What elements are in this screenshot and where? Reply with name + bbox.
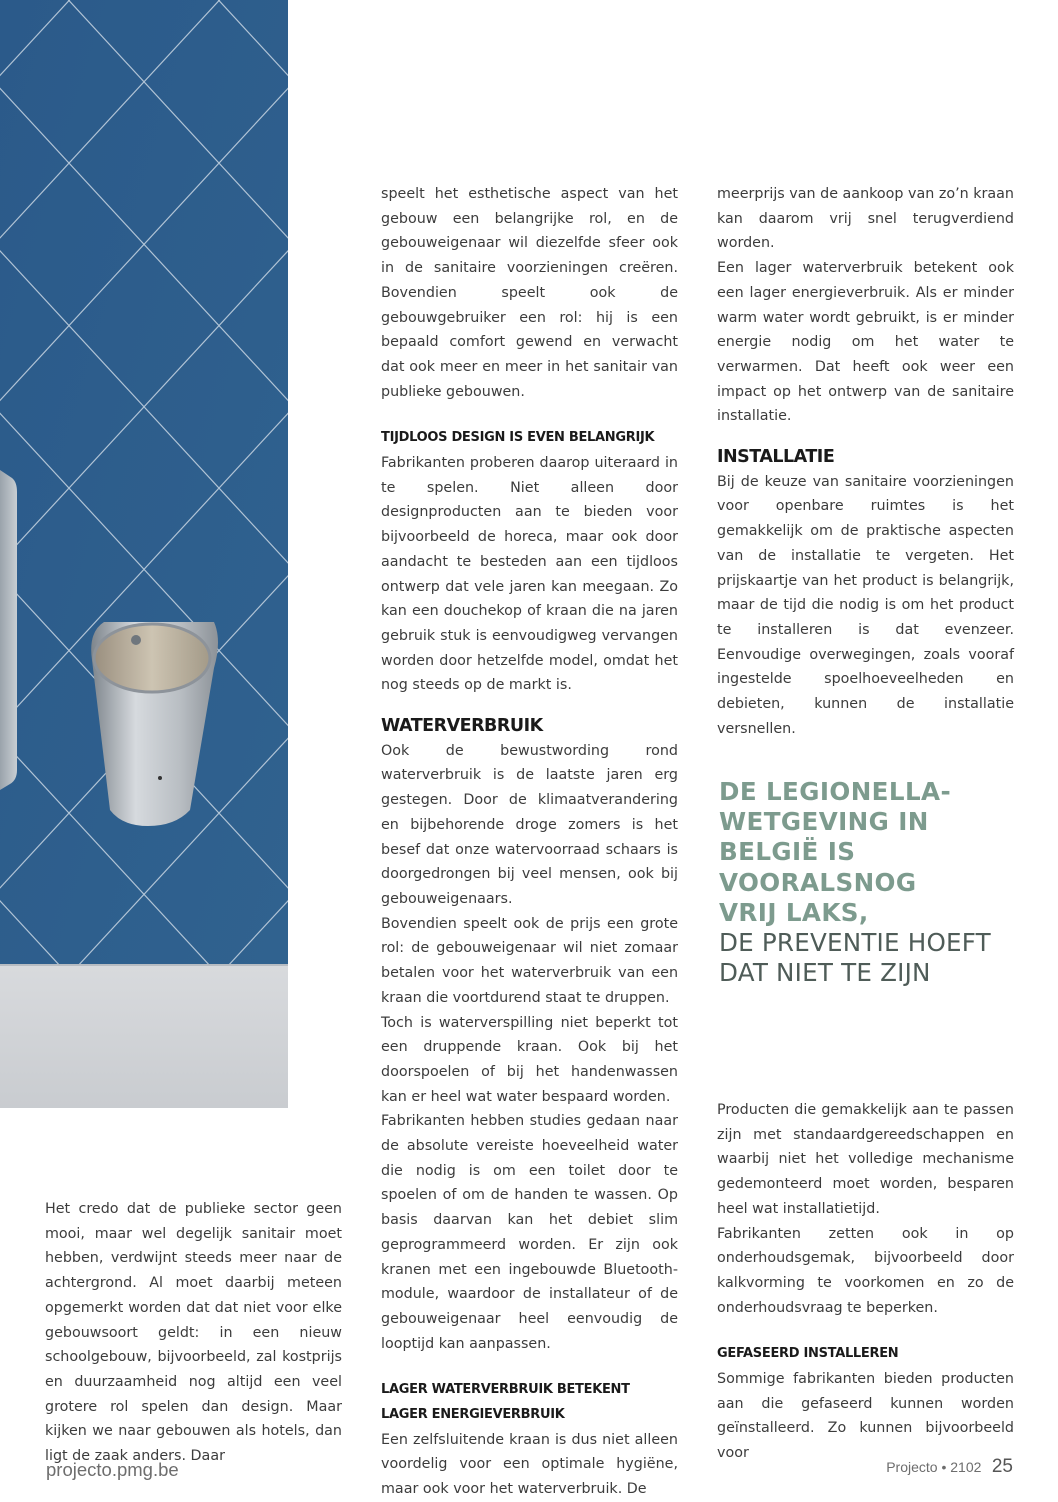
paragraph: Het credo dat de publieke sector geen mooi, maar wel degelijk sanitair moet hebben, verdwijnt steeds meer naar de achtergrond. Al moet daarbij meteen opgemerkt worden dat dat niet voor elke gebouwsoort geldt: in een nieuw schoolgebouw, bijvoorbeeld, zal kostprijs en duurzaamheid nog altijd een veel grotere rol spelen dan design. Maar kijken we naar gebouwen als hotels, dan ligt de zaak anders. Daar <box>45 1201 342 1465</box>
paragraph: Toch is waterverspilling niet beperkt tot een druppende kraan. Ook bij het doorspoelen of bij het handenwassen kan er heel wat water bespaard worden. <box>381 1014 678 1105</box>
quote-bold-line: VOORALSNOG <box>719 867 917 897</box>
paragraph: Een zelfsluitende kraan is dus niet alleen voordelig voor een optimale hygiëne, maar ook voor het waterverbruik. De <box>381 1431 678 1498</box>
quote-bold-line: WETGEVING IN <box>719 807 929 837</box>
quote-bold-line: DE LEGIONELLA- <box>719 777 952 806</box>
page-footer <box>886 1456 1013 1478</box>
right-column-top <box>717 182 1014 741</box>
heading-installatie: INSTALLATIE <box>717 447 835 468</box>
paragraph: Producten die gemakkelijk aan te passen zijn met standaardgereedschappen en waarbij niet het volledige mechanisme gedemonteerd moet worden, besparen heel wat installatietijd. <box>717 1102 1014 1217</box>
pull-quote <box>719 777 1019 988</box>
paragraph: meerprijs van de aankoop van zo’n kraan kan daarom vrij snel terugverdiend worden. <box>717 186 1014 252</box>
quote-line: DAT NIET TE ZIJN <box>719 958 931 988</box>
left-column <box>45 1197 342 1469</box>
paragraph: Bij de keuze van sanitaire voorzieningen voor openbare ruimtes is het gemakkelijk om de praktische aspecten van de installatie te vergeten. Het prijskaartje van het product is belangrijk, maar de tijd die nodig is om het product te installeren is dat evenzeer. Eenvoudige overwegingen, zoals vooraf ingestelde spoelhoeveelheden en debieten, kunnen de installatie versnellen. <box>717 473 1014 737</box>
quote-line: DE PREVENTIE HOEFT <box>719 928 991 958</box>
quote-bold-line: VRIJ LAKS, <box>719 897 869 927</box>
urinal-photo <box>0 0 288 1108</box>
heading-waterverbruik: WATERVERBRUIK <box>381 716 543 737</box>
middle-column <box>381 182 678 1502</box>
website-link[interactable]: projecto.pmg.be <box>46 1459 179 1480</box>
subheading-tijdloos-design: TIJDLOOS DESIGN IS EVEN BELANGRIJK <box>381 430 655 446</box>
paragraph: Ook de bewustwording rond waterverbruik is de laatste jaren erg gestegen. Door de klimaatverandering en bijbehorende droge zomers is het besef dat onze watervoorraad schaars is doorgedrongen bij veel mensen, ook bij gebouweigenaars. <box>381 742 678 907</box>
subheading-lager-waterverbruik: LAGER WATERVERBRUIK BETEKENT LAGER ENERGIEVERBRUIK <box>381 1382 630 1423</box>
paragraph: Fabrikanten hebben studies gedaan naar de absolute vereiste hoeveelheid water die nodig is om een toilet door te spoelen of om de handen te wassen. Op basis daarvan kan het debiet slim geprogrammeerd worden. Er zijn ook kranen met een ingebouwde Bluetooth-module, waardoor de installateur of de gebouweigenaar heel eenvoudig de looptijd kan aanpassen. <box>381 1113 678 1352</box>
paragraph: Fabrikanten proberen daarop uiteraard in te spelen. Niet alleen door designproducten aan te bieden voor bijvoorbeeld de horeca, maar ook door aandacht te besteden aan een tijdloos ontwerp dat vele jaren kan meegaan. Zo kan een douchekop of kraan die na jaren gebruik stuk is eenvoudigweg vervangen worden door hetzelfde model, omdat het nog steeds op de markt is. <box>381 455 678 694</box>
quote-bold-line: BELGIË IS <box>719 837 856 867</box>
page-number: 25 <box>991 1456 1013 1477</box>
publication-label: Projecto • 2102 <box>886 1459 982 1475</box>
subheading-gefaseerd-installeren: GEFASEERD INSTALLEREN <box>717 1346 899 1362</box>
paragraph: Fabrikanten zetten ook in op onderhoudsgemak, bijvoorbeeld door kalkvorming te voorkomen en zo de onderhoudsvraag te beperken. <box>717 1225 1014 1316</box>
paragraph: Bovendien speelt ook de prijs een grote rol: de gebouweigenaar wil niet zomaar betalen voor het waterverbruik van een kraan die voortdurend staat te druppen. <box>381 915 678 1006</box>
right-column-bottom <box>717 1098 1014 1466</box>
paragraph: Sommige fabrikanten bieden producten aan die gefaseerd kunnen worden geïnstalleerd. Zo kunnen bijvoorbeeld voor <box>717 1371 1014 1462</box>
paragraph: speelt het esthetische aspect van het gebouw een belangrijke rol, en de gebouweigenaar wil diezelfde sfeer ook in de sanitaire voorzieningen creëren. Bovendien speelt ook de gebouwgebruiker een rol: hij is een bepaald comfort gewend en verwacht dat ook meer en meer in het sanitair van publieke gebouwen. <box>381 186 678 400</box>
paragraph: Een lager waterverbruik betekent ook een lager energieverbruik. Als er minder warm water wordt gebruikt, is er minder energie nodig om het water te verwarmen. Dat heeft ook weer een impact op het ontwerp van de sanitaire installatie. <box>717 260 1014 425</box>
